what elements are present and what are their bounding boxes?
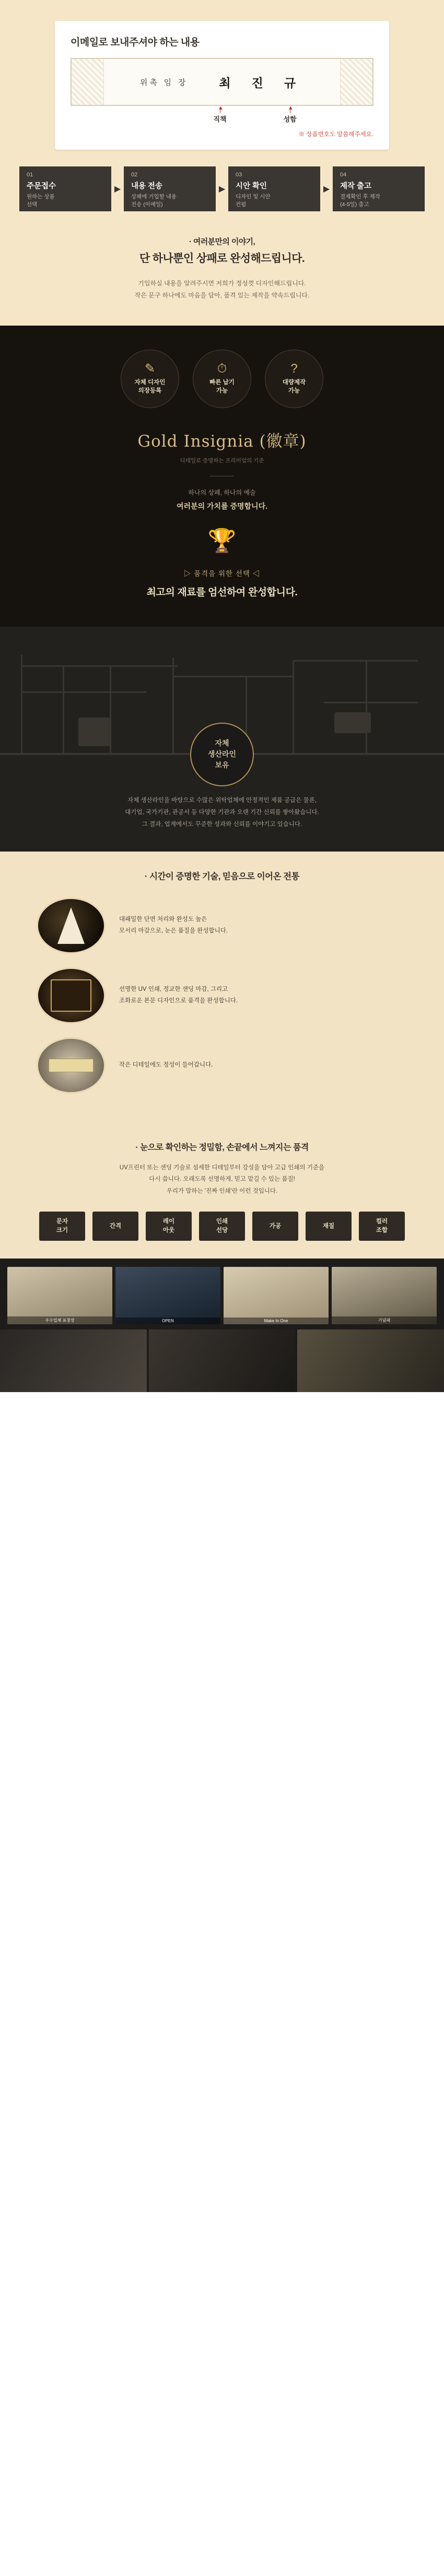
gallery-item[interactable] <box>7 1267 112 1324</box>
gold-choice-headline: 최고의 재료를 엄선하여 완성합니다. <box>146 586 298 598</box>
step-title: 주문접수 <box>27 182 56 190</box>
email-guide-title: 이메일로 보내주셔야 하는 내용 <box>71 37 200 48</box>
feature-image-detail <box>37 1037 106 1094</box>
own-production-label: 자체 생산라인 보유 <box>207 739 237 770</box>
own-production-badge <box>190 723 254 786</box>
intro-paragraph-1: 기입하실 내용을 알려주시면 저희가 정성껏 디자인해드립니다. <box>138 280 306 287</box>
gallery-row-1 <box>0 1267 444 1329</box>
detail-shape-icon <box>49 1059 94 1072</box>
spec-chip-color-combo: 컬러 조합 <box>359 1212 405 1241</box>
pencil-icon: ✎ <box>144 361 156 376</box>
feature-row-1 <box>0 897 444 954</box>
gold-paragraph-2: 여러분의 가치를 증명합니다. <box>177 501 267 510</box>
step-title: 내용 전송 <box>131 182 163 190</box>
spec-chip-material: 재질 <box>306 1212 352 1241</box>
feature-image-blade <box>37 897 106 954</box>
step-title: 시안 확인 <box>236 182 267 190</box>
precision-section <box>0 1128 444 1259</box>
email-guide-card <box>55 21 389 150</box>
step-number: 01 <box>27 172 33 178</box>
spec-chips <box>0 1212 444 1241</box>
blade-shape-icon <box>57 907 85 944</box>
gallery-item[interactable] <box>297 1329 444 1392</box>
step-title: 제작 출고 <box>340 182 372 190</box>
badge-label: 대량제작 가능 <box>282 379 306 394</box>
label-position: 직책 <box>213 115 227 123</box>
certificate-preview <box>71 58 373 106</box>
step-desc: 상패에 기입할 내용 전송 (이메일) <box>131 194 177 208</box>
spec-chip-spacing: 간격 <box>92 1212 138 1241</box>
gold-subtitle: 디테일로 증명하는 프리미엄의 기준 <box>180 457 264 464</box>
gold-choice-label: ▷ 품격을 위한 선택 ◁ <box>183 569 261 578</box>
factory-illustration <box>0 644 444 770</box>
plaque-shape-icon <box>51 979 91 1012</box>
precision-heading: · 눈으로 확인하는 정밀함, 손끝에서 느껴지는 품격 <box>135 1143 309 1152</box>
step-arrow-icon: ▶ <box>323 185 330 194</box>
process-steps <box>0 166 444 211</box>
gallery-section <box>0 1259 444 1392</box>
intro-line-2: 단 하나뿐인 상패로 완성해드립니다. <box>139 252 305 265</box>
feature-text: 선명한 UV 인쇄, 정교한 샌딩 마감, 그리고 조화로운 본문 디자인으로 품격을 완성합니다. <box>119 986 238 1004</box>
ornament-right-icon <box>340 59 372 105</box>
badge-label: 빠른 납기 가능 <box>209 379 235 394</box>
gallery-caption: Make In One <box>224 1317 329 1324</box>
feature-image-plate <box>37 967 106 1024</box>
step-number: 02 <box>131 172 138 178</box>
feature-row-2 <box>0 967 444 1024</box>
question-icon: ? <box>290 361 298 376</box>
step-number: 04 <box>340 172 347 178</box>
spec-chip-processing: 가공 <box>252 1212 298 1241</box>
step-number: 03 <box>236 172 242 178</box>
feature-badges <box>0 350 444 408</box>
step-desc: 결제확인 후 제작 (4-5일) 출고 <box>340 194 380 208</box>
gold-paragraph-1: 하나의 상패, 하나의 예술 <box>188 488 256 496</box>
gallery-caption: 기념패 <box>332 1316 437 1324</box>
order-number-note: ※ 상품번호도 말씀해주세요. <box>298 131 373 138</box>
gallery-caption: OPEN <box>115 1317 220 1324</box>
step-desc: 디자인 및 시안 컨펌 <box>236 194 271 208</box>
gold-title: Gold Insignia (徽章) <box>137 432 307 451</box>
gallery-row-2 <box>0 1329 444 1392</box>
badge-bulk-production <box>265 350 323 408</box>
step-item-2 <box>124 166 216 211</box>
gallery-caption: 우수업체 표창장 <box>7 1316 112 1324</box>
feature-row-3 <box>0 1037 444 1094</box>
ornament-left-icon <box>72 59 104 105</box>
clock-icon: ⏱ <box>217 361 227 376</box>
certificate-code: 위촉 임 장 <box>139 77 188 87</box>
gallery-item[interactable] <box>0 1329 147 1392</box>
badge-fast-delivery <box>193 350 251 408</box>
intro-paragraph-2: 작은 문구 하나에도 마음을 담아, 품격 있는 제작을 약속드립니다. <box>134 291 310 299</box>
precision-paragraph-2: 다시 씁니다. 오래도록 선명하게, 믿고 맡길 수 있는 품질! <box>149 1176 295 1183</box>
gallery-item[interactable] <box>224 1267 329 1324</box>
trophy-icon: 🏆 <box>207 528 237 554</box>
annotation-arrows: ▲ 직책 ▲ 성함 <box>213 105 297 123</box>
tradition-heading: · 시간이 증명한 기술, 믿음으로 이어온 전통 <box>144 871 300 881</box>
step-item-4 <box>333 166 425 211</box>
feature-text: 대패밀한 단면 처리와 완성도 높은 모서리 마감으로, 눈은 품질을 완성합니다. <box>119 916 228 934</box>
feature-text: 작은 디테일에도 정성이 들어갑니다. <box>119 1061 213 1068</box>
gold-insignia-section <box>0 326 444 627</box>
step-arrow-icon: ▶ <box>114 185 121 194</box>
factory-description: 자체 생산라인을 바탕으로 수많은 위탁업체에 안정적인 제품 공급은 물론, 대기업, 국가기관, 관공서 등 다양한 기관과 오랜 기간 신뢰를 쌓아왔습니다. 그 결과, 업계에서도 꾸준한 성과와 신뢰를 이야기고 있습니다. <box>125 797 319 828</box>
badge-label: 자체 디자인 의장등록 <box>134 379 166 394</box>
tradition-section <box>0 852 444 1128</box>
factory-section <box>0 627 444 852</box>
certificate-name: 최 진 규 <box>219 76 305 90</box>
precision-paragraph-3: 우리가 말하는 '진짜 인쇄'란 이런 것입니다. <box>166 1188 278 1194</box>
intro-line-1: · 여러분만의 이야기, <box>189 237 255 246</box>
spec-chip-layout: 레이 아웃 <box>146 1212 192 1241</box>
gallery-item[interactable] <box>115 1267 220 1324</box>
label-name: 성함 <box>283 115 297 123</box>
step-arrow-icon: ▶ <box>218 185 226 194</box>
step-desc: 원하는 상품 선택 <box>27 194 55 208</box>
gallery-item[interactable] <box>149 1329 296 1392</box>
step-item-1 <box>19 166 111 211</box>
spec-chip-print-sanding: 인쇄 선당 <box>199 1212 245 1241</box>
precision-paragraph-1: UV프린터 또는 샌딩 기술로 섬세한 디테일부터 강성을 담아 고급 인쇄의 기준을 <box>119 1164 325 1171</box>
spec-chip-font-size: 문자 크기 <box>39 1212 85 1241</box>
email-guide-section <box>0 0 444 326</box>
badge-own-design <box>121 350 179 408</box>
gallery-item[interactable] <box>332 1267 437 1324</box>
step-item-3 <box>228 166 320 211</box>
intro-block <box>0 211 444 326</box>
